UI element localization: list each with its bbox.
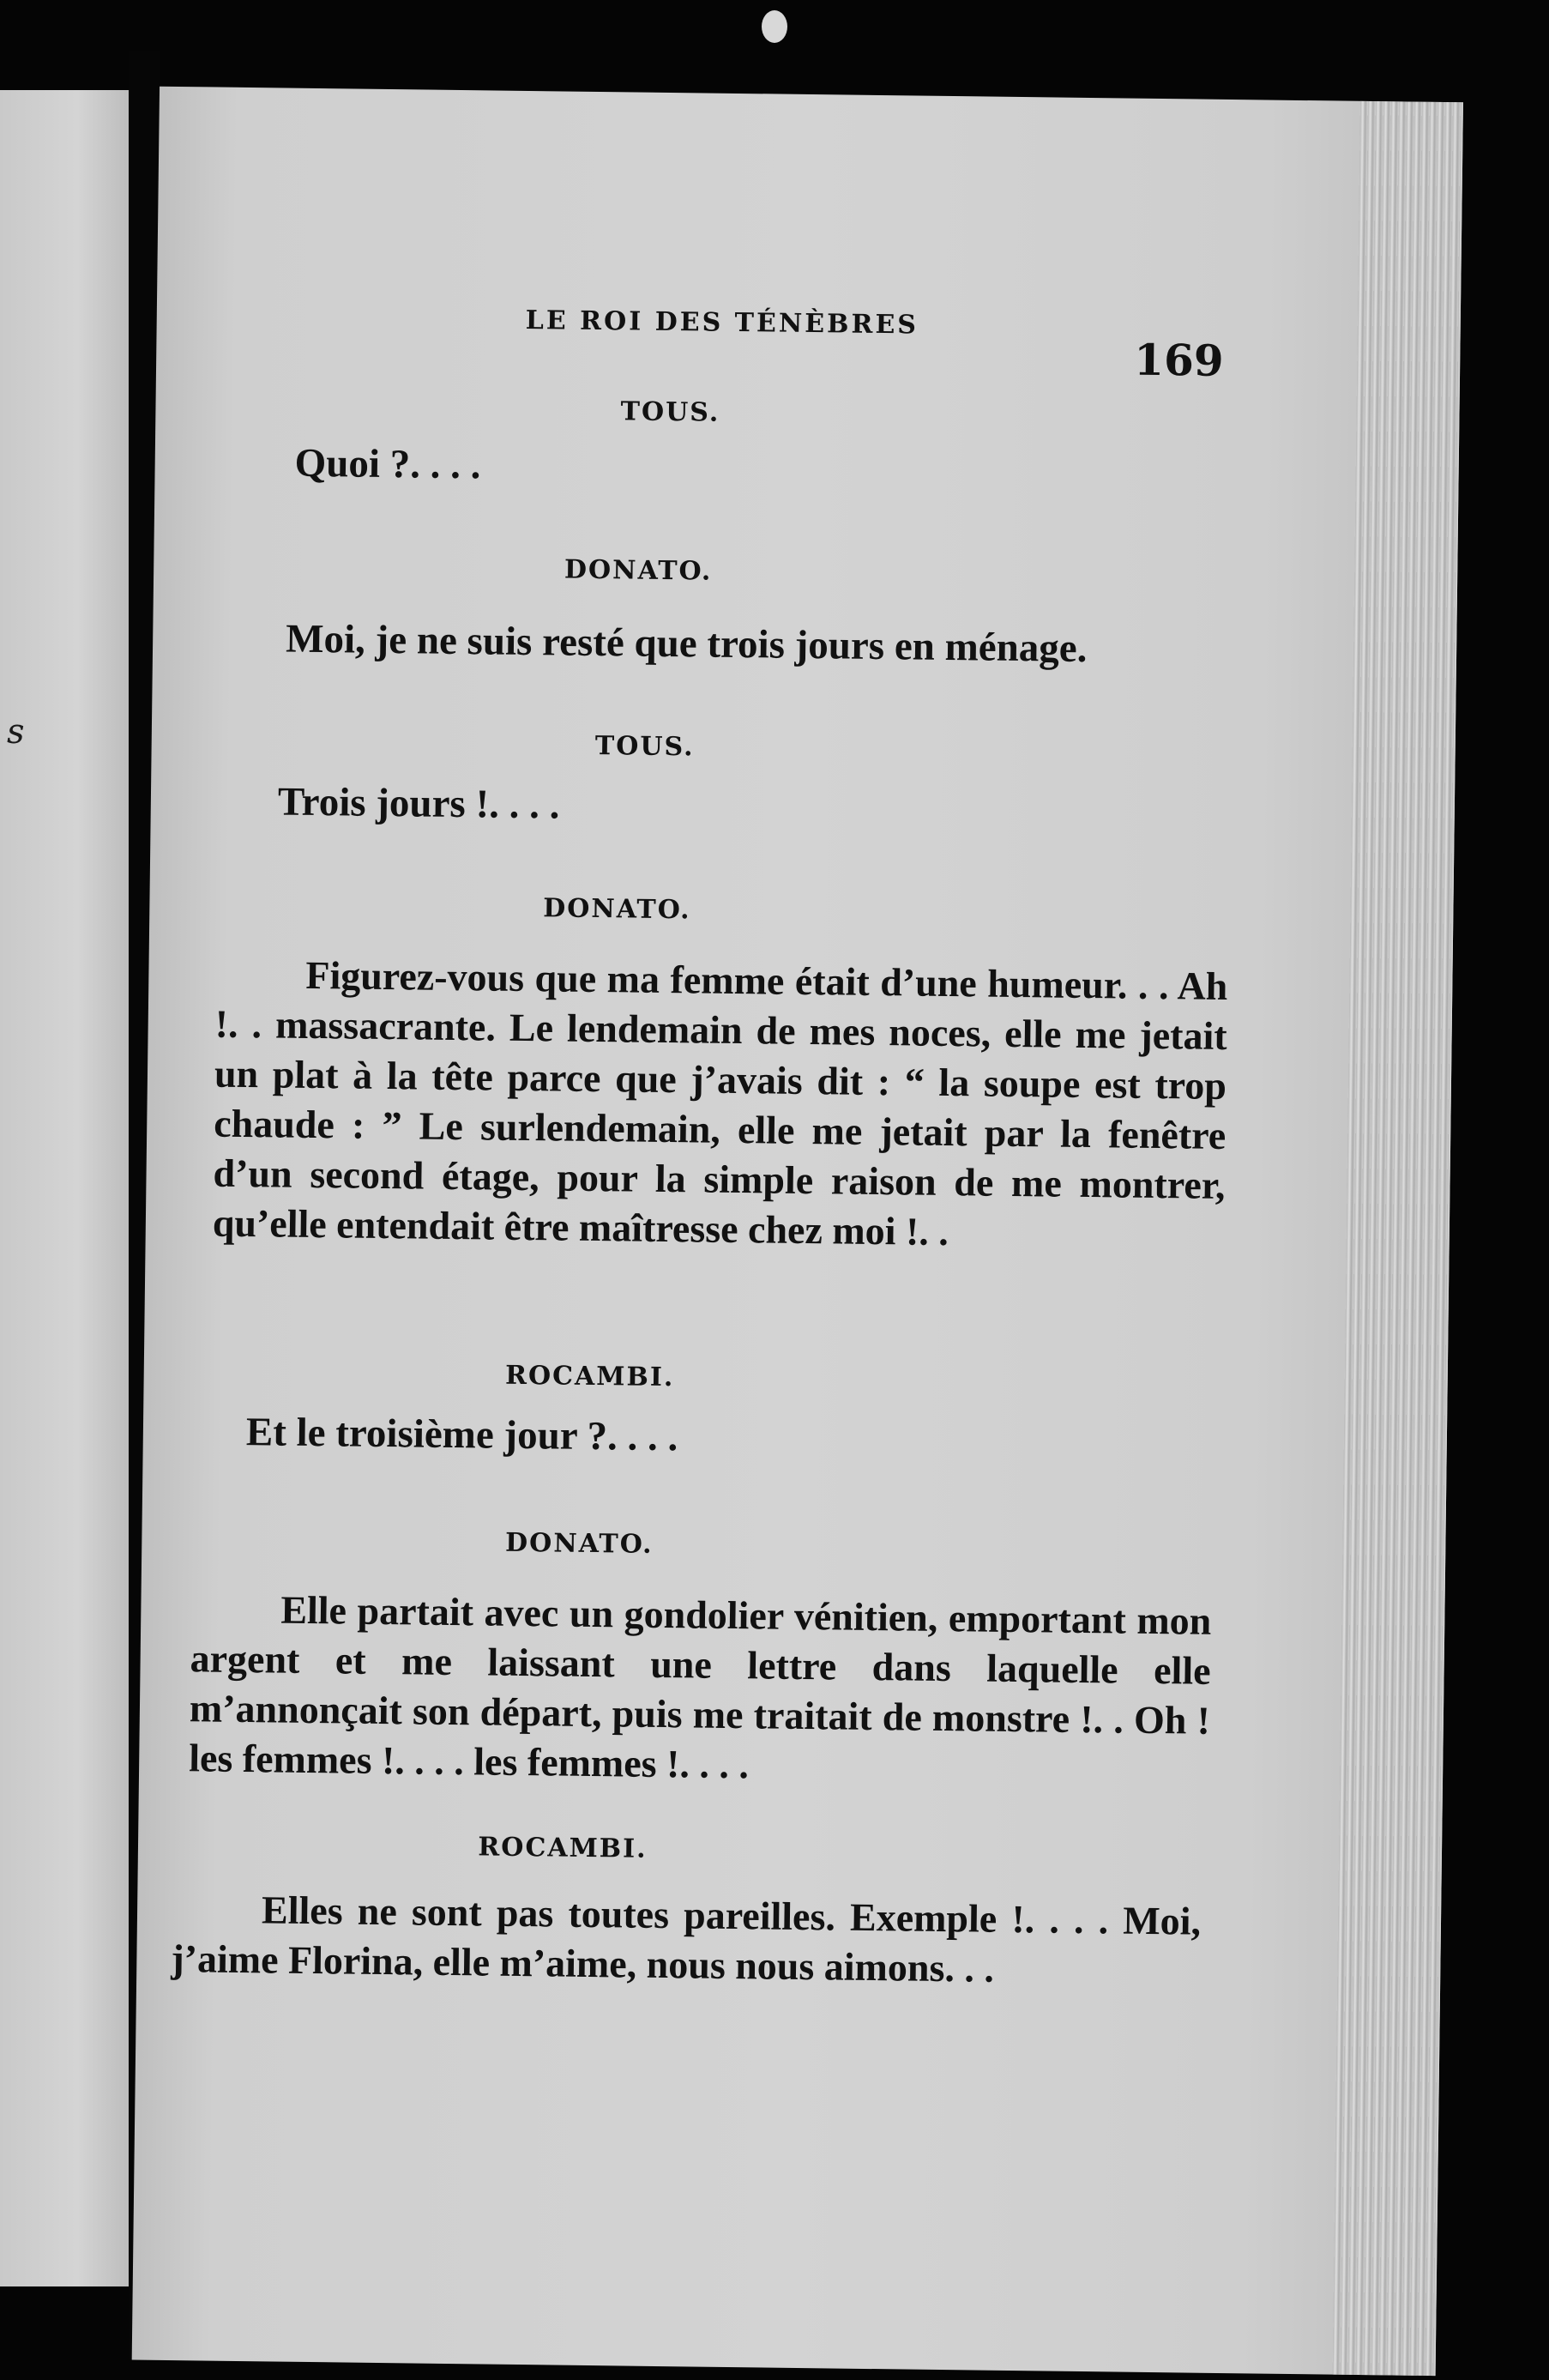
dialogue-paragraph: Elles ne sont pas toutes pareilles. Exemple !. . . . Moi, j’aime Florina, elle m’aime, nous nous aimons. . . [171, 1888, 1202, 1990]
facing-page-text-fragment: s [7, 712, 25, 752]
speaker-name: TOUS. [594, 730, 695, 763]
facing-page-edge [0, 90, 129, 2286]
speaker-name: DONATO. [564, 554, 713, 587]
book-page [132, 87, 1463, 2376]
dialogue-line: Moi, je ne suis resté que trois jours en ménage. [285, 616, 1088, 671]
speaker-name: ROCAMBI. [504, 1360, 675, 1393]
dialogue-line: Trois jours !. . . . [277, 779, 560, 828]
page-number: 169 [1133, 334, 1224, 386]
running-head: LE ROI DES TÉNÈBRES [525, 305, 919, 341]
dialogue-line: Quoi ?. . . . [294, 440, 481, 488]
speaker-name: DONATO. [504, 1527, 654, 1560]
dialogue-line: Et le troisième jour ?. . . . [245, 1410, 678, 1460]
speaker-name: TOUS. [620, 396, 720, 428]
scan-mark [762, 10, 787, 43]
speaker-name: DONATO. [542, 893, 691, 926]
speaker-name: ROCAMBI. [478, 1832, 648, 1864]
dialogue-paragraph: Elle partait avec un gondolier vénitien, emportant mon argent et me laissant une lettre dans laquelle elle m’annonçait son départ, puis me traitait de monstre !. . Oh ! les femmes !. . . . les femmes !. . . . [188, 1587, 1212, 1787]
page-edges [1333, 101, 1463, 2376]
dialogue-paragraph: Figurez-vous que ma femme était d’une humeur. . . Ah !. . massacrante. Le lendemain de mes noces, elle me jetait un plat à la tête parce que j’avais dit : “ la soupe est trop chaude : ” Le surlendemain, elle me jetait par la fenêtre d’un second étage, pour la simple raison de me montrer, qu’elle entendait être maîtresse chez moi !. . [212, 952, 1228, 1254]
